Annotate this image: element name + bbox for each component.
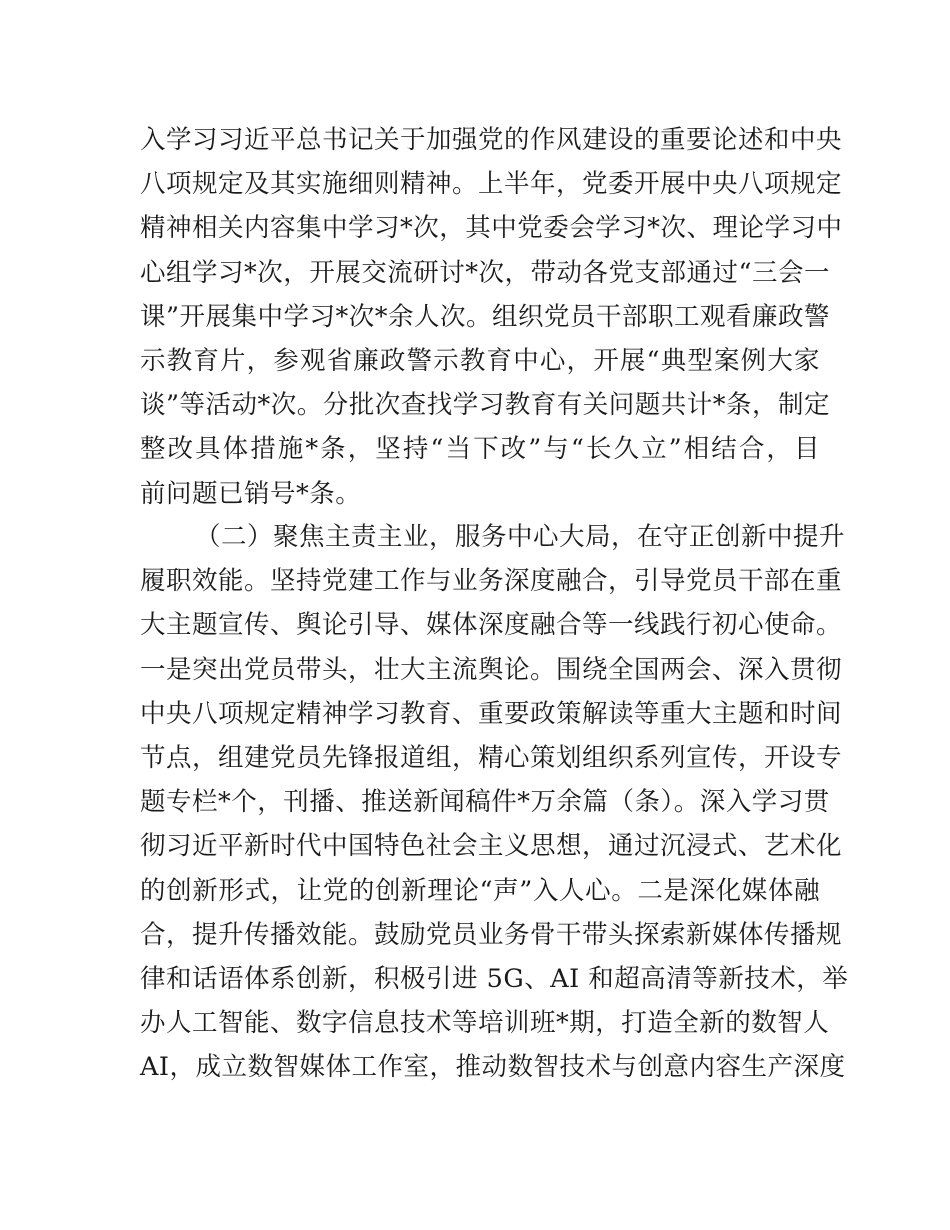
text-line: 精神相关内容集中学习*次，其中党委会学习*次、理论学习中 <box>140 213 843 244</box>
text-line: 中央八项规定精神学习教育、重要政策解读等重大主题和时间 <box>140 698 843 729</box>
text-line: 彻习近平新时代中国特色社会主义思想，通过沉浸式、艺术化 <box>140 831 843 862</box>
text-line: 一是突出党员带头，壮大主流舆论。围绕全国两会、深入贯彻 <box>140 654 843 685</box>
text-line: 节点，组建党员先锋报道组，精心策划组织系列宣传，开设专 <box>140 742 843 773</box>
text-line: 的创新形式，让党的创新理论“声”入人心。二是深化媒体融 <box>140 875 820 906</box>
text-line: 入学习习近平总书记关于加强党的作风建设的重要论述和中央 <box>140 125 843 155</box>
text-line: 整改具体措施*条，坚持“当下改”与“长久立”相结合，目 <box>140 434 820 465</box>
text-line: 示教育片，参观省廉政警示教育中心，开展“典型案例大家 <box>140 345 820 376</box>
paragraph-2 <box>140 515 849 1089</box>
text-line: AI，成立数智媒体工作室，推动数智技术与创意内容生产深度 <box>140 1052 846 1083</box>
text-line: 题专栏*个，刊播、推送新闻稿件*万余篇（条）。深入学习贯 <box>140 787 830 818</box>
text-line: 谈”等活动*次。分批次查找学习教育有关问题共计*条，制定 <box>140 390 831 421</box>
text-line: 八项规定及其实施细则精神。上半年，党委开展中央八项规定 <box>140 169 843 200</box>
text-line: 大主题宣传、舆论引导、媒体深度融合等一线践行初心使命。 <box>140 610 843 641</box>
text-line: 合，提升传播效能。鼓励党员业务骨干带头探索新媒体传播规 <box>140 919 843 950</box>
text-line: 办人工智能、数字信息技术等培训班*期，打造全新的数智人 <box>140 1008 830 1039</box>
paragraph-1 <box>140 118 843 516</box>
text-line: 课”开展集中学习*次*余人次。组织党员干部职工观看廉政警 <box>140 301 831 332</box>
text-line-last: 前问题已销号*条。 <box>140 478 362 509</box>
text-line-heading: （二）聚焦主责主业，服务中心大局，在守正创新中提升 <box>195 522 846 552</box>
text-line: 心组学习*次，开展交流研讨*次，带动各党支部通过“三会一 <box>140 257 831 288</box>
text-line: 履职效能。坚持党建工作与业务深度融合，引导党员干部在重 <box>140 566 843 597</box>
text-line: 律和话语体系创新，积极引进 5G、AI 和超高清等新技术，举 <box>140 963 849 994</box>
